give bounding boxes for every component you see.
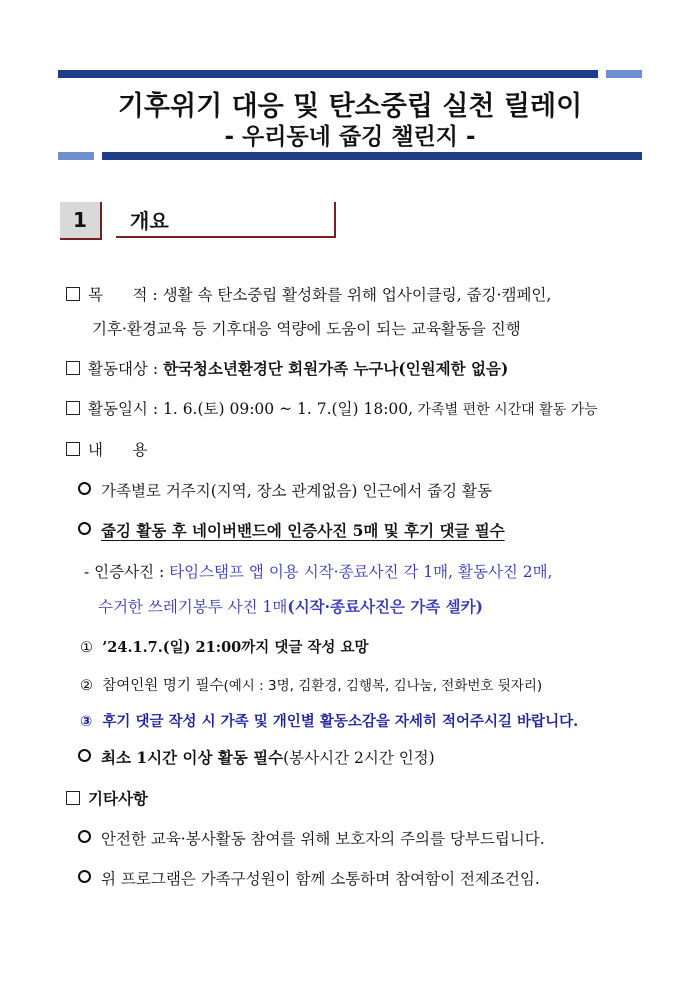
content-row bbox=[66, 438, 148, 460]
purpose-row-2: 기후·환경교육 등 기후대응 역량에 도움이 되는 교육활동을 진행 bbox=[92, 320, 521, 338]
page-subtitle: - 우리동네 줍깅 챌린지 - bbox=[224, 124, 476, 150]
etc-label: 기타사항 bbox=[88, 789, 148, 808]
checkbox-icon bbox=[66, 361, 80, 375]
photo-text: 타임스탬프 앱 이용 시작·종료사진 각 1매, 활동사진 2매, bbox=[169, 563, 553, 581]
circle-bullet-icon bbox=[78, 830, 91, 843]
section-title: 개요 bbox=[116, 202, 336, 238]
circle-bullet-icon bbox=[78, 482, 91, 495]
target-row: 활동대상 : 한국청소년환경단 회원가족 누구나(인원제한 없음) bbox=[66, 357, 508, 379]
note-3: ③ 후기 댓글 작성 시 가족 및 개인별 활동소감을 자세히 적어주시길 바랍니다. bbox=[80, 713, 579, 730]
bullet-item: 가족별로 거주지(지역, 장소 관계없음) 인근에서 줍깅 활동 bbox=[78, 479, 492, 501]
bullet-item-min-time: 최소 1시간 이상 활동 필수(봉사시간 2시간 인정) bbox=[78, 746, 435, 768]
etc-item: 위 프로그램은 가족구성원이 함께 소통하며 참여함이 전제조건임. bbox=[78, 867, 540, 889]
target-value: 한국청소년환경단 회원가족 누구나(인원제한 없음) bbox=[162, 359, 509, 378]
circle-bullet-icon bbox=[78, 870, 91, 883]
note-2: ② 참여인원 명기 필수(예시 : 3명, 김환경, 김행복, 김나눔, 전화번호 뒷자리) bbox=[80, 678, 543, 694]
circle-bullet-icon bbox=[78, 749, 91, 762]
title-bottom-bar bbox=[58, 152, 642, 160]
photo-label: - 인증사진 : bbox=[84, 563, 170, 581]
photo-row bbox=[84, 560, 553, 582]
photo-row-2: 수거한 쓰레기봉투 사진 1매(시작·종료사진은 가족 셀카) bbox=[98, 597, 483, 616]
purpose-label: 목 적 bbox=[88, 286, 148, 304]
purpose-text: 생활 속 탄소중립 활성화를 위해 업사이클링, 줍깅·캠페인, bbox=[162, 286, 552, 304]
note-1: ① ’24.1.7.(일) 21:00까지 댓글 작성 요망 bbox=[80, 639, 369, 656]
checkbox-icon bbox=[66, 401, 80, 415]
target-label: 활동대상 bbox=[88, 360, 148, 378]
checkbox-icon bbox=[66, 442, 80, 456]
date-note: 가족별 편한 시간대 활동 가능 bbox=[413, 402, 598, 418]
bullet-item-required: 줍깅 활동 후 네이버밴드에 인증사진 5매 및 후기 댓글 필수 bbox=[78, 519, 505, 541]
date-label: 활동일시 bbox=[88, 400, 148, 418]
checkbox-icon bbox=[66, 287, 80, 301]
etc-item: 안전한 교육·봉사활동 참여를 위해 보호자의 주의를 당부드립니다. bbox=[78, 827, 545, 849]
circle-bullet-icon bbox=[78, 522, 91, 535]
purpose-row: 목 적 : 생활 속 탄소중립 활성화를 위해 업사이클링, 줍깅·캠페인, bbox=[66, 283, 551, 305]
date-value: 1. 6.(토) 09:00 ~ 1. 7.(일) 18:00, bbox=[162, 400, 414, 418]
section-number: 1 bbox=[60, 202, 102, 240]
title-top-bar bbox=[58, 70, 642, 78]
etc-row bbox=[66, 787, 148, 809]
date-row: 활동일시 : 1. 6.(토) 09:00 ~ 1. 7.(일) 18:00, 가족별 편한 시간대 활동 가능 bbox=[66, 397, 598, 419]
content-label: 내 용 bbox=[88, 441, 148, 459]
page-title: 기후위기 대응 및 탄소중립 실천 릴레이 bbox=[117, 91, 583, 122]
checkbox-icon bbox=[66, 791, 80, 805]
